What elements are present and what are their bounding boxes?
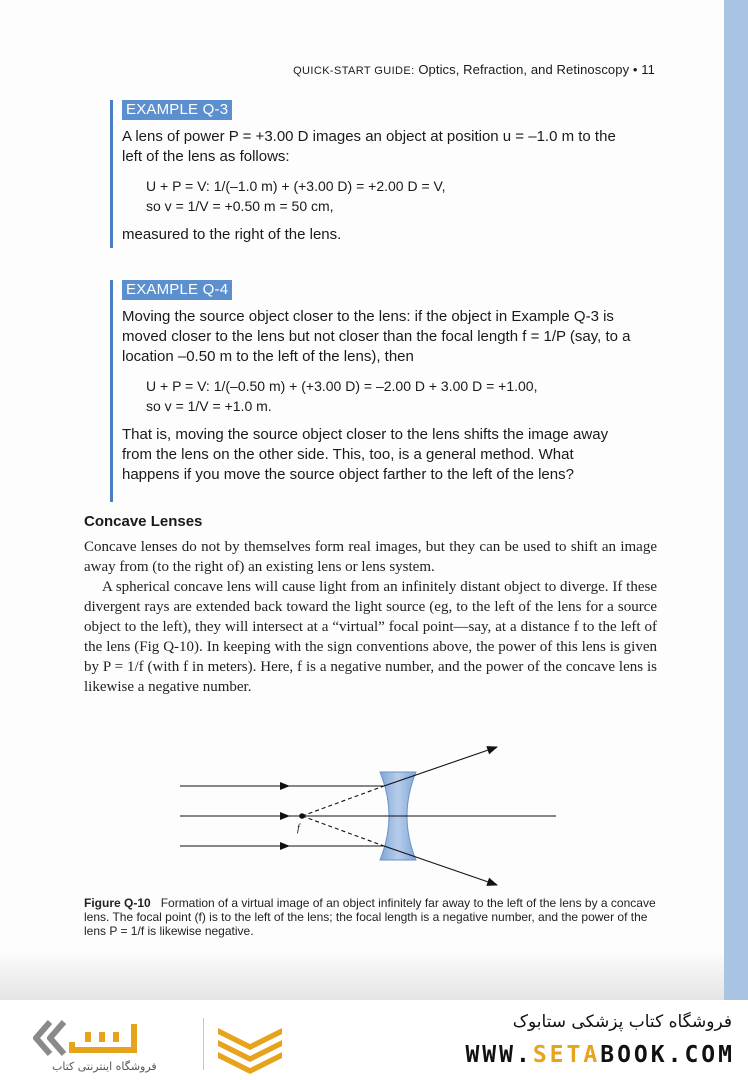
store-name: فروشگاه کتاب پزشکی ستابوک	[512, 1012, 732, 1032]
virtual-ray-bottom	[302, 816, 384, 846]
setabook-logo	[30, 1012, 140, 1064]
url-accent: SETA	[532, 1042, 601, 1068]
url-prefix: WWW.	[465, 1042, 533, 1068]
concave-lens-figure	[84, 730, 657, 890]
example-box-q4	[110, 280, 635, 502]
side-stripe	[724, 0, 748, 1000]
running-head-label: QUICK-START GUIDE:	[293, 65, 415, 77]
ray-arrow-axis	[280, 812, 290, 820]
store-url[interactable]	[380, 1042, 735, 1068]
ray-arrow-top	[280, 782, 290, 790]
logo-subtitle: فروشگاه اینترنتی کتاب	[52, 1060, 157, 1073]
diverging-ray-bottom	[384, 846, 497, 885]
example-outro: That is, moving the source object closer to the lens shifts the image away from the lens on the other side. This, too, is a general method. What happens if you move the source object farther to the left of the lens?	[122, 426, 609, 483]
page-number: 11	[641, 62, 655, 77]
equation-line: U + P = V: 1/(–0.50 m) + (+3.00 D) = –2.00 D + 3.00 D = +1.00,	[146, 378, 538, 394]
equation-line: so v = 1/V = +1.0 m.	[146, 398, 272, 414]
equation-line: U + P = V: 1/(–1.0 m) + (+3.00 D) = +2.00 D = V,	[146, 178, 446, 194]
running-head	[200, 62, 655, 77]
url-suffix: BOOK.COM	[600, 1042, 735, 1068]
caption-label: Figure Q-10	[84, 896, 151, 910]
paragraph: A spherical concave lens will cause light from an infinitely distant object to diverge. If these divergent rays are extended back toward the light source (eg, to the left of the lens for a source object to the left), they will intersect at a “virtual” focal point—say, at a distance f to the left of the lens (Fig Q-10). In keeping with the sign conventions above, the power of this lens is given by P = 1/f (with f in meters). Here, f is a negative number, and the power of the concave lens is likewise a negative number.	[84, 579, 657, 695]
diverging-ray-top	[384, 747, 497, 786]
logo-divider	[203, 1018, 204, 1070]
running-head-separator: •	[632, 62, 638, 77]
running-head-title: Optics, Refraction, and Retinoscopy	[418, 62, 630, 77]
section-heading: Concave Lenses	[84, 513, 203, 530]
example-label: EXAMPLE Q-4	[122, 280, 232, 300]
focal-label: f	[297, 823, 300, 834]
equation-block	[146, 376, 635, 416]
figure-caption	[84, 896, 658, 938]
example-outro: measured to the right of the lens.	[122, 226, 342, 243]
paragraph: Concave lenses do not by themselves form real images, but they can be used to shift an image away from (to the right of) an existing lens or lens system.	[84, 539, 657, 575]
equation-line: so v = 1/V = +0.50 m = 50 cm,	[146, 198, 334, 214]
example-label: EXAMPLE Q-3	[122, 100, 232, 120]
virtual-ray-top	[302, 786, 384, 816]
example-intro: Moving the source object closer to the lens: if the object in Example Q-3 is moved closer to the lens but not closer than the focal length f = 1/P (say, to a location –0.50 m to the left of the lens), then	[122, 308, 631, 365]
equation-block	[146, 176, 635, 216]
page-shadow	[0, 950, 724, 1000]
ray-arrow-bottom	[280, 842, 290, 850]
caption-text: Formation of a virtual image of an object infinitely far away to the left of the lens by a concave lens. The focal point (f) is to the left of the lens; the focal length is a negative number, and the power of the lens P = 1/f is likewise negative.	[84, 896, 656, 938]
books-icon	[214, 1018, 286, 1074]
focal-point	[299, 813, 305, 819]
example-box-q3	[110, 100, 635, 248]
example-intro: A lens of power P = +3.00 D images an object at position u = –1.0 m to the left of the lens as follows:	[122, 128, 616, 165]
body-text	[84, 537, 657, 697]
